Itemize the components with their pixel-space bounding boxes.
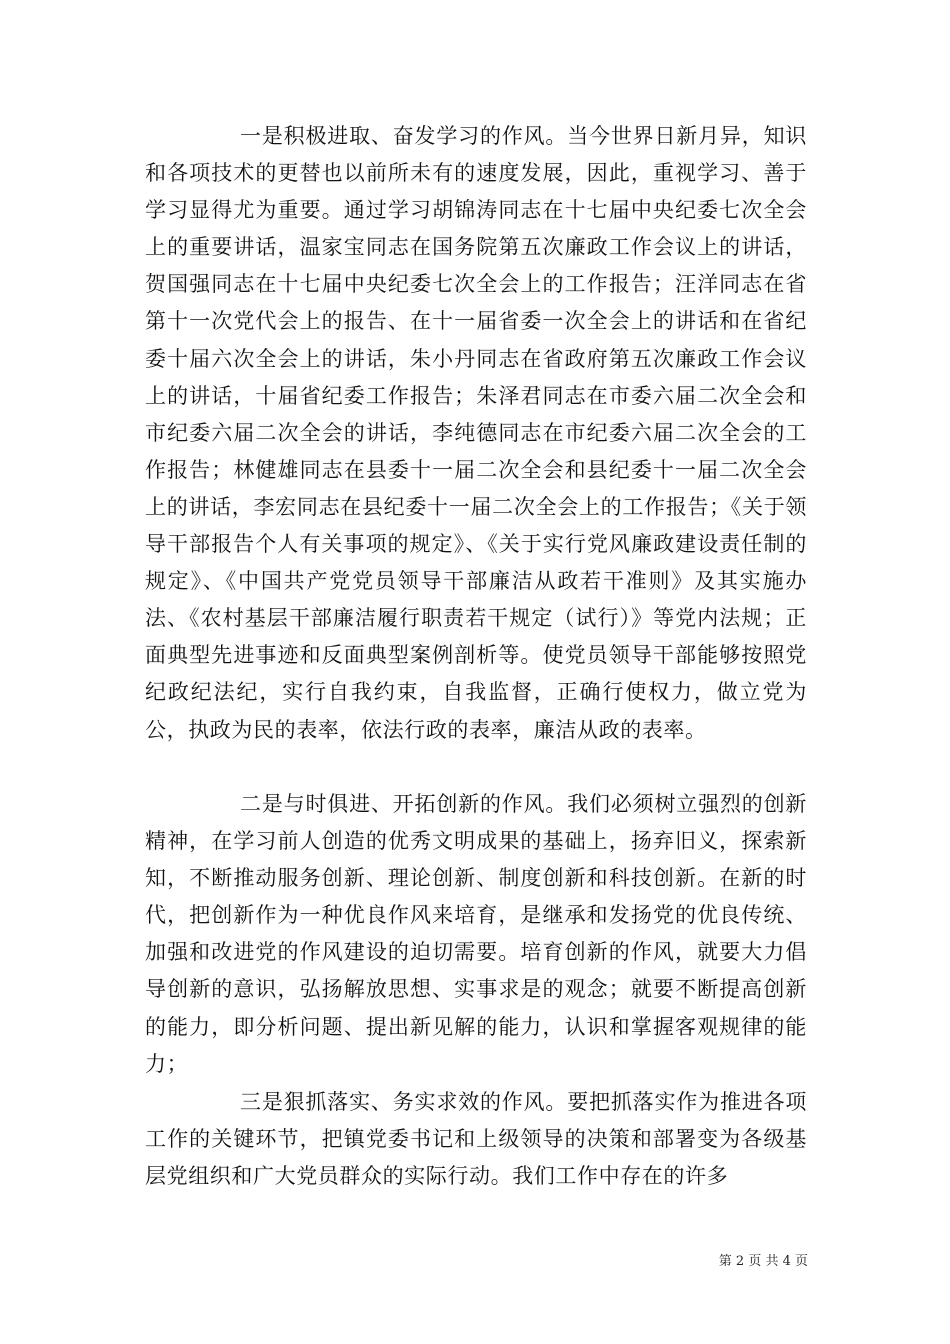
page-number-footer: 第 2 页 共 4 页	[718, 1254, 808, 1269]
paragraph-implementation-style: 三是狠抓落实、务实求效的作风。要把抓落实作为推进各项工作的关键环节，把镇党委书记和上级领导的决策和部署变为各级基层党组织和广大党员群众的实际行动。我们工作中存在的许多	[145, 1090, 807, 1189]
paragraph-innovation-style: 二是与时俱进、开拓创新的作风。我们必须树立强烈的创新精神，在学习前人创造的优秀文明成果的基础上，扬弃旧义，探索新知，不断推动服务创新、理论创新、制度创新和科技创新。在新的时代，把创新作为一种优良作风来培育，是继承和发扬党的优良传统、加强和改进党的作风建设的迫切需要。培育创新的作风，就要大力倡导创新的意识，弘扬解放思想、实事求是的观念；就要不断提高创新的能力，即分析问题、提出新见解的能力，认识和掌握客观规律的能力；	[145, 792, 807, 1076]
paragraph-study-style: 一是积极进取、奋发学习的作风。当今世界日新月异，知识和各项技术的更替也以前所未有的速度发展，因此，重视学习、善于学习显得尤为重要。通过学习胡锦涛同志在十七届中央纪委七次全会上的重要讲话，温家宝同志在国务院第五次廉政工作会议上的讲话，贺国强同志在十七届中央纪委七次全会上的工作报告；汪洋同志在省第十一次党代会上的报告、在十一届省委一次全会上的讲话和在省纪委十届六次全会上的讲话，朱小丹同志在省政府第五次廉政工作会议上的讲话，十届省纪委工作报告；朱泽君同志在市委六届二次全会和市纪委六届二次全会的讲话，李纯德同志在市纪委六届二次全会的工作报告；林健雄同志在县委十一届二次全会和县纪委十一届二次全会上的讲话，李宏同志在县纪委十一届二次全会上的工作报告；《关于领导干部报告个人有关事项的规定》、《关于实行党风廉政建设责任制的规定》、《中国共产党党员领导干部廉洁从政若干准则》及其实施办法、《农村基层干部廉洁履行职责若干规定（试行）》等党内法规；正面典型先进事迹和反面典型案例剖析等。使党员领导干部能够按照党纪政纪法纪，实行自我约束，自我监督，正确行使权力，做立党为公，执政为民的表率，依法行政的表率，廉洁从政的表率。	[145, 124, 807, 742]
